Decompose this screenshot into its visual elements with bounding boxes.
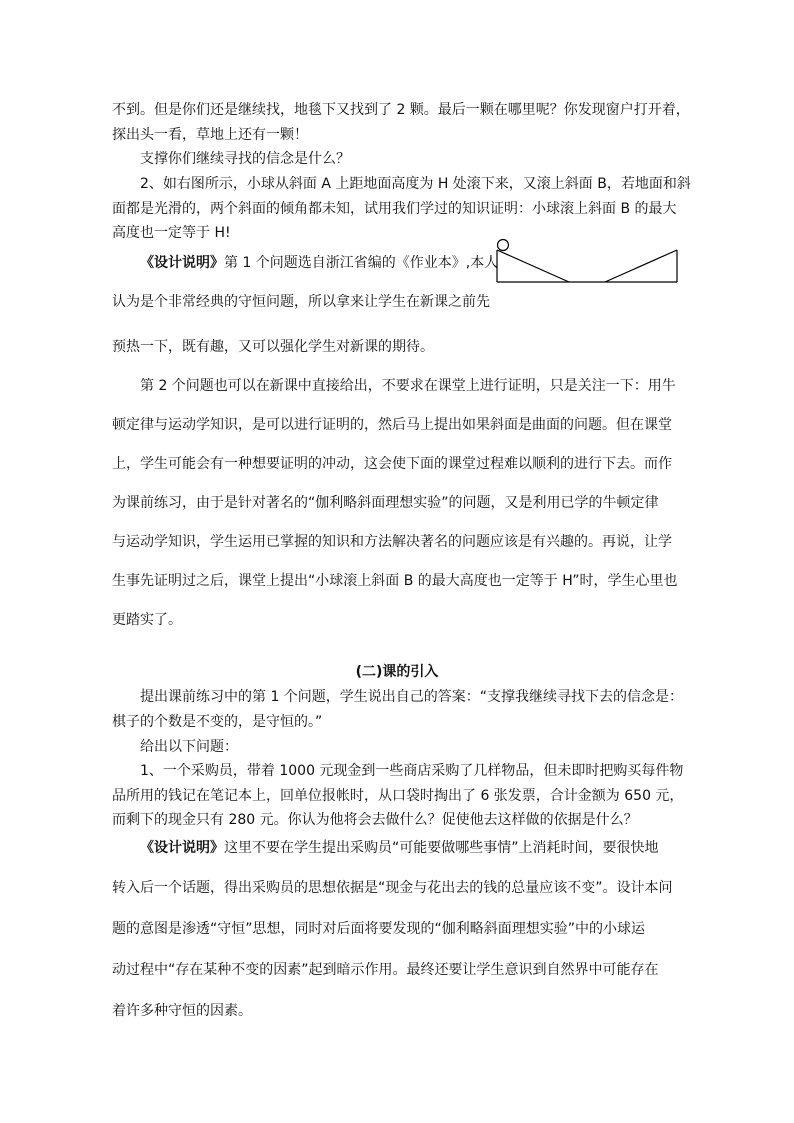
section-title: (二)课的引入 xyxy=(355,664,439,680)
design-note-text: 第 1 个问题选自浙江省编的《作业本》,本人 xyxy=(224,255,499,271)
paragraph-line: 2、如右图所示，小球从斜面 A 上距地面高度为 H 处滚下来，又滚上斜面 B，若地面和斜 xyxy=(140,176,691,192)
design-note-line xyxy=(140,836,659,860)
paragraph-line: 认为是个非常经典的守恒问题，所以拿来让学生在新课之前先 xyxy=(112,294,490,310)
paragraph-line: 顿定律与运动学知识，是可以进行证明的，然后马上提出如果斜面是曲面的问题。但在课堂 xyxy=(112,417,672,433)
paragraph-line: 品所用的钱记在笔记本上，回单位报帐时，从口袋时掏出了 6 张发票，合计金额为 650 元， xyxy=(112,788,684,804)
slope-b-line xyxy=(605,250,677,282)
paragraph-line: 生事先证明过之后，课堂上提出“小球滚上斜面 B 的最大高度也一定等于 H”时，学生心里也 xyxy=(112,573,678,589)
design-note-label: 《设计说明》 xyxy=(140,840,224,856)
paragraph-line: 着许多种守恒的因素。 xyxy=(112,1003,252,1019)
paragraph-line: 1、一个采购员，带着 1000 元现金到一些商店采购了几样物品，但未即时把购买每件物 xyxy=(140,763,684,779)
design-note-label: 《设计说明》 xyxy=(140,255,224,271)
paragraph-line: 预热一下，既有趣，又可以强化学生对新课的期待。 xyxy=(112,339,434,355)
paragraph-line: 上，学生可能会有一种想要证明的冲动，这会使下面的课堂过程难以顺利的进行下去。而作 xyxy=(112,456,672,472)
paragraph-line: 棋子的个数是不变的，是守恒的。” xyxy=(112,714,323,730)
paragraph-line: 提出课前练习中的第 1 个问题，学生说出自己的答案：“支撑我继续寻找下去的信念是： xyxy=(140,689,684,705)
paragraph-line: 支撑你们继续寻找的信念是什么？ xyxy=(140,151,350,167)
paragraph-line: 面都是光滑的，两个斜面的倾角都未知，试用我们学过的知识证明：小球滚上斜面 B 的最大 xyxy=(112,201,677,217)
paragraph-line: 而剩下的现金只有 280 元。你认为他将会去做什么？促使他去这样做的依据是什么？ xyxy=(112,812,638,828)
paragraph-line: 给出以下问题： xyxy=(140,739,238,755)
paragraph-line: 第 2 个问题也可以在新课中直接给出，不要求在课堂上进行证明，只是关注一下：用牛 xyxy=(140,378,676,394)
paragraph-line: 与运动学知识，学生运用已掌握的知识和方法解决著名的问题应该是有兴趣的。再说，让学 xyxy=(112,534,672,550)
ball xyxy=(498,240,509,251)
paragraph-line: 不到。但是你们还是继续找，地毯下又找到了 2 颗。最后一颗在哪里呢？你发现窗户打开着， xyxy=(112,102,690,118)
paragraph-line: 转入后一个话题，得出采购员的思想依据是“现金与花出去的钱的总量应该不变”。设计本问 xyxy=(112,880,673,896)
paragraph-line: 探出头一看，草地上还有一颗！ xyxy=(112,127,308,143)
paragraph-line: 动过程中“存在某种不变的因素”起到暗示作用。最终还要让学生意识到自然界中可能存在 xyxy=(112,962,659,978)
paragraph-line: 更踏实了。 xyxy=(112,612,182,628)
paragraph-line: 高度也一定等于 H! xyxy=(112,225,231,241)
paragraph-line: 题的意图是渗透“守恒”思想，同时对后面将要发现的“伽利略斜面理想实验”中的小球运 xyxy=(112,921,646,937)
inclined-planes-figure xyxy=(493,236,683,288)
slope-a-line xyxy=(497,250,569,282)
paragraph-line: 为课前练习，由于是针对著名的“伽利略斜面理想实验”的问题，又是利用已学的牛顿定律 xyxy=(112,495,659,511)
design-note-line xyxy=(140,251,498,275)
design-note-text: 这里不要在学生提出采购员“可能要做哪些事情”上消耗时间，要很快地 xyxy=(224,840,659,856)
